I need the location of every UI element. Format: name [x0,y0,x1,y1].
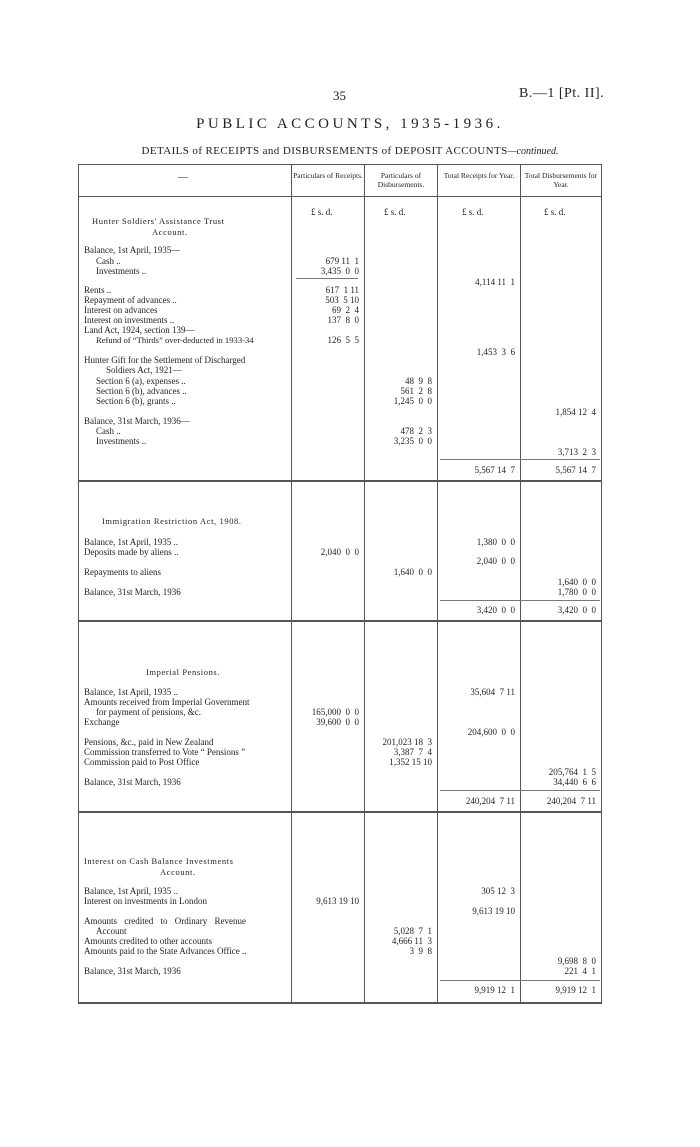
row-label: Investments .. [96,266,147,276]
row-label: Amounts credited to other accounts [84,936,212,946]
total-receipt-value: 2,040 0 0 [476,556,515,566]
total-rule [440,600,600,601]
receipt-value: 165,000 0 0 [311,707,359,717]
section-divider [78,620,602,622]
row-label: Balance, 31st March, 1936 [84,587,181,597]
total-receipt-value: 305 12 3 [481,886,515,896]
disbursement-value: 561 2 8 [400,386,432,396]
row-label: Pensions, &c., paid in New Zealand [84,737,214,747]
caption-main: DETAILS of RECEIPTS and DISBURSEMENTS of DEPOSIT ACCOUNTS [141,145,508,157]
grand-total-receipts: 3,420 0 0 [476,605,515,615]
table-top-rule [78,164,602,165]
receipt-value: 503 5 10 [325,295,359,305]
disbursement-value: 201,023 18 3 [382,737,432,747]
disbursement-value: 1,352 15 10 [389,757,432,767]
row-label: Soldiers Act, 1921— [106,365,182,375]
table-bottom-rule [78,1002,602,1004]
disbursement-value: 3 9 8 [409,946,432,956]
disbursement-value: 478 2 3 [400,426,432,436]
total-receipt-value: 9,613 19 10 [472,906,515,916]
grand-total-receipts: 5,567 14 7 [474,465,515,475]
subtotal-rule [296,278,358,279]
row-label: Repayment of advances .. [84,295,177,305]
total-disbursement-value: 1,640 0 0 [557,577,596,587]
total-disbursement-value: 1,854 12 4 [555,407,596,417]
unit-label: £ s. d. [462,207,484,217]
row-label: Exchange [84,717,120,727]
col-header-receipts: Particulars of Receipts. [293,171,363,180]
receipt-value: 69 2 4 [332,305,359,315]
page-title: PUBLIC ACCOUNTS, 1935-1936. [196,116,504,132]
row-label: Balance, 1st April, 1935— [84,245,181,255]
disbursement-value: 4,666 11 3 [391,936,432,946]
unit-label: £ s. d. [311,207,333,217]
section-divider [78,811,602,813]
total-disbursement-value: 221 4 1 [564,966,596,976]
row-label: Commission paid to Post Office [84,757,200,767]
section-divider [78,480,602,482]
receipt-value: 9,613 19 10 [316,896,359,906]
row-label: Amounts received from Imperial Government [84,697,250,707]
row-label: Interest on investments .. [84,315,175,325]
caption-continued: —continued. [507,146,559,157]
total-receipt-value: 1,453 3 6 [476,347,515,357]
row-label: Balance, 1st April, 1935 .. [84,687,178,697]
total-receipt-value: 204,600 0 0 [467,727,515,737]
row-label: Cash .. [96,256,121,266]
grand-total-receipts: 240,204 7 11 [465,796,515,806]
row-label: Account [96,926,127,936]
receipt-value: 126 5 5 [327,335,359,345]
col-header-disbursements: Particulars of Disbursements. [377,171,425,189]
row-label: Balance, 31st March, 1936— [84,416,190,426]
row-label: Interest on advances [84,305,158,315]
row-label: Section 6 (a), expenses .. [96,376,186,386]
col-header-description: — [178,172,188,183]
disbursement-value: 48 9 8 [405,376,432,386]
header-bottom-rule [78,196,602,197]
unit-label: £ s. d. [544,207,566,217]
section-title: Immigration Restriction Act, 1908. [102,516,242,526]
left-border [78,164,79,1002]
total-disbursement-value: 34,440 6 6 [553,777,596,787]
total-receipt-value: 4,114 11 1 [475,277,515,287]
row-label: Amounts credited to Ordinary Revenue [84,916,246,926]
row-label: Balance, 1st April, 1935 .. [84,537,178,547]
row-label: Refund of “Thirds” over-deducted in 1933-34 [96,335,254,345]
col-divider-1 [291,164,292,1002]
grand-total-disbursements: 3,420 0 0 [557,605,596,615]
section-title: Account. [152,227,188,237]
table-caption [0,145,700,157]
receipt-value: 679 11 1 [325,256,359,266]
section-title: Hunter Soldiers' Assistance Trust [92,216,225,226]
total-disbursement-value: 3,713 2 3 [557,447,596,457]
grand-total-receipts: 9,919 12 1 [474,985,515,995]
row-label: Interest on investments in London [84,896,207,906]
page-number: 35 [333,88,346,103]
row-label: Land Act, 1924, section 139— [84,325,195,335]
row-label: Repayments to aliens [84,567,161,577]
receipt-value: 137 8 0 [327,315,359,325]
right-border [601,164,602,1002]
section-title: Account. [160,867,196,877]
receipt-value: 617 1 11 [325,285,359,295]
receipt-value: 39,600 0 0 [316,717,359,727]
row-label: Commission transferred to Vote “ Pensions ” [84,747,246,757]
receipt-value: 2,040 0 0 [320,547,359,557]
col-divider-4 [520,164,521,1002]
total-receipt-value: 1,380 0 0 [476,537,515,547]
disbursement-value: 5,028 7 1 [393,926,432,936]
total-disbursement-value: 1,780 0 0 [557,587,596,597]
row-label: Balance, 31st March, 1936 [84,777,181,787]
row-label: Deposits made by aliens .. [84,547,179,557]
row-label: Cash .. [96,426,121,436]
grand-total-disbursements: 9,919 12 1 [555,985,596,995]
grand-total-disbursements: 5,567 14 7 [555,465,596,475]
row-label: Amounts paid to the State Advances Office .. [84,946,247,956]
disbursement-value: 1,245 0 0 [393,396,432,406]
col-header-total-disbursements: Total Disbursements for Year. [524,171,598,189]
disbursement-value: 3,387 7 4 [393,747,432,757]
row-label: Hunter Gift for the Settlement of Discharged [84,355,246,365]
section-title: Imperial Pensions. [146,667,221,677]
disbursement-value: 1,640 0 0 [393,567,432,577]
disbursement-value: 3,235 0 0 [393,436,432,446]
total-rule [440,980,600,981]
row-label: Investments .. [96,436,147,446]
row-label: for payment of pensions, &c. [96,707,201,717]
row-label: Section 6 (b), advances .. [96,386,187,396]
row-label: Rents .. [84,285,112,295]
document-series: B.—1 [Pt. II]. [519,86,605,101]
col-header-total-receipts: Total Receipts for Year. [443,171,515,180]
col-divider-2 [364,164,365,1002]
row-label: Section 6 (b), grants .. [96,396,176,406]
col-divider-3 [437,164,438,1002]
unit-label: £ s. d. [384,207,406,217]
total-rule [440,790,600,791]
total-disbursement-value: 205,764 1 5 [548,767,596,777]
row-label: Balance, 31st March, 1936 [84,966,181,976]
section-title: Interest on Cash Balance Investments [84,856,234,866]
total-disbursement-value: 9,698 8 0 [557,956,596,966]
total-rule [440,459,600,460]
total-receipt-value: 35,604 7 11 [470,687,515,697]
row-label: Balance, 1st April, 1935 .. [84,886,178,896]
receipt-value: 3,435 0 0 [320,266,359,276]
grand-total-disbursements: 240,204 7 11 [546,796,596,806]
